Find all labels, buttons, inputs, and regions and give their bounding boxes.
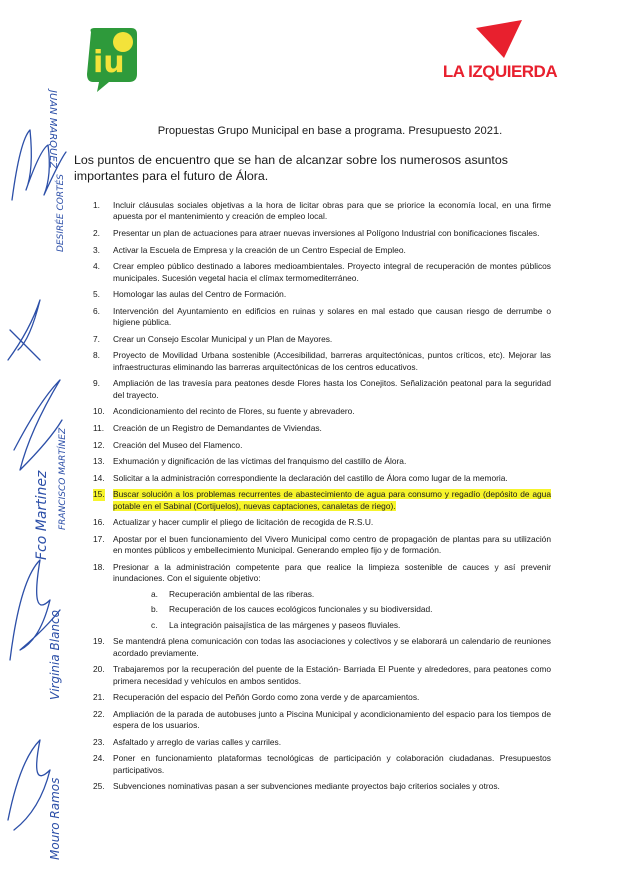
item-text: Subvenciones nominativas pasan a ser subvenciones mediante proyectos bajo criterios sociales y otros. — [113, 781, 500, 792]
list-item — [93, 709, 551, 732]
item-text: Se mantendrá plena comunicación con todas las asociaciones y colectivos y se elaborará un calendario de reuniones acordado previamente. — [113, 636, 551, 658]
item-number: 16. — [93, 517, 105, 528]
sub-item — [113, 604, 551, 615]
list-item — [93, 473, 551, 484]
item-number: 11. — [93, 422, 105, 433]
item-number: 1. — [93, 200, 100, 210]
item-number: 2. — [93, 228, 100, 238]
item-number: 24. — [93, 753, 105, 764]
item-number: 17. — [93, 533, 105, 544]
item-text: Poner en funcionamiento plataformas tecnológicas de participación y colaboración ciudadanas. Presupuestos participativos. — [113, 753, 551, 775]
item-number: 9. — [93, 378, 100, 389]
list-item — [93, 261, 551, 284]
document-title: Propuestas Grupo Municipal en base a programa. Presupuesto 2021. — [157, 125, 503, 137]
list-item — [93, 228, 551, 239]
item-text: Incluir cláusulas sociales objetivas a la hora de licitar obras para que se priorice la economía local, en una firme apuesta por el mantenimiento y creación de empleo local. — [113, 200, 551, 222]
item-text: Actualizar y hacer cumplir el pliego de licitación de recogida de R.S.U. — [113, 517, 374, 528]
item-text: Apostar por el buen funcionamiento del Vivero Municipal como centro de propagación de plantas para su utilización en montes públicos y embellecimiento Municipal. Generando empleo fijo y de formación. — [113, 533, 551, 556]
item-number: 18. — [93, 561, 105, 572]
proposal-list — [93, 200, 551, 798]
list-item — [93, 692, 551, 703]
item-number: 12. — [93, 439, 105, 450]
item-text: Recuperación del espacio del Peñón Gordo como zona verde y de aparcamientos. — [113, 692, 420, 703]
item-number: 22. — [93, 708, 105, 719]
item-number: 7. — [93, 333, 100, 344]
list-item — [93, 334, 551, 345]
handwritten-name-2: DESIRÉE CORTÉS — [56, 174, 66, 252]
sub-item-letter: a. — [151, 588, 158, 599]
list-item — [93, 737, 551, 748]
sub-item — [113, 589, 551, 600]
item-number: 6. — [93, 305, 100, 316]
item-text: Homologar las aulas del Centro de Formación. — [113, 289, 287, 300]
signature-scribble-3 — [14, 380, 62, 470]
item-text: Buscar solución a los problemas recurrentes de abastecimiento de agua para consumo y regadío (depósito de agua potable en el Sabinal (Cortijuelos), nuevas captaciones, canaletas de riego). — [113, 489, 551, 511]
item-number: 15. — [93, 489, 105, 500]
item-text: Ampliación de la parada de autobuses junto a Piscina Municipal y acondicionamiento del espacio para los tiempos de espera de los usuarios. — [113, 708, 551, 731]
list-item — [93, 289, 551, 300]
list-item — [93, 636, 551, 659]
list-item — [93, 423, 551, 434]
item-number: 8. — [93, 350, 100, 361]
item-number: 14. — [93, 472, 105, 483]
list-item — [93, 456, 551, 467]
iu-logo — [83, 26, 139, 94]
item-text: Acondicionamiento del recinto de Flores, su fuente y abrevadero. — [113, 406, 355, 417]
list-item — [93, 306, 551, 329]
sub-item-text: La integración paisajística de las márgenes y paseos fluviales. — [169, 619, 401, 630]
list-item — [93, 517, 551, 528]
handwritten-name-3: FRANCISCO MARTÍNEZ — [58, 427, 68, 530]
handwritten-name-6: Mouro Ramos — [48, 777, 62, 860]
item-number: 19. — [93, 636, 105, 647]
la-izquierda-wordmark: LA IZQUIERDA — [442, 62, 558, 81]
list-item — [93, 200, 551, 223]
sub-item-letter: c. — [151, 619, 158, 630]
list-item — [93, 378, 551, 401]
signature-scribble-5 — [8, 740, 50, 830]
item-text: Creación del Museo del Flamenco. — [113, 439, 243, 450]
item-number: 21. — [93, 692, 105, 703]
item-number: 3. — [93, 244, 100, 255]
list-item — [93, 245, 551, 256]
item-text: Creación de un Registro de Demandantes de Viviendas. — [113, 422, 322, 433]
signature-scribble-2 — [8, 300, 40, 360]
item-number: 5. — [93, 289, 100, 300]
item-number: 23. — [93, 736, 105, 747]
item-number: 20. — [93, 664, 105, 675]
list-item — [93, 534, 551, 557]
item-text: Crear un Consejo Escolar Municipal y un Plan de Mayores. — [113, 333, 333, 344]
la-izquierda-logo — [440, 20, 560, 92]
sub-item-text: Recuperación de los cauces ecológicos funcionales y su biodiversidad. — [169, 604, 433, 615]
item-text: Activar la Escuela de Empresa y la creación de un Centro Especial de Empleo. — [113, 244, 406, 255]
item-number: 10. — [93, 406, 105, 417]
list-item — [93, 664, 551, 687]
list-item — [93, 350, 551, 373]
item-text: Crear empleo público destinado a labores medioambientales. Proyecto integral de recuperación de montes públicos municipales. Sucesión vegetal hacia el clímax termomediterráneo. — [113, 261, 551, 283]
handwritten-name-1: JUAN MARQUEZ — [47, 90, 58, 169]
list-item — [93, 440, 551, 451]
document-intro: Los puntos de encuentro que se han de alcanzar sobre los numerosos asuntos importantes para el futuro de Álora. — [74, 153, 508, 183]
item-text: Asfaltado y arreglo de varias calles y carriles. — [113, 736, 282, 747]
item-number: 13. — [93, 456, 105, 467]
item-text: Exhumación y dignificación de las víctimas del franquismo del castillo de Álora. — [113, 456, 407, 467]
item-number: 25. — [93, 781, 105, 792]
list-item — [93, 753, 551, 776]
list-item — [93, 562, 551, 631]
sub-item-letter: b. — [151, 604, 158, 615]
list-item — [93, 489, 551, 512]
item-text: Solicitar a la administración correspondiente la declaración del castillo de Álora como lugar de la memoria. — [113, 472, 508, 483]
sub-item — [113, 620, 551, 631]
item-text: Proyecto de Movilidad Urbana sostenible (Accesibilidad, barreras arquitectónicas, puntos críticos, etc). Mejorar las infraestructuras eliminando las barreras arquitectónicas de los centros educativos. — [113, 350, 551, 372]
item-number: 4. — [93, 261, 100, 272]
item-text: Presentar un plan de actuaciones para atraer nuevas inversiones al Polígono Industrial con bonificaciones fiscales. — [113, 228, 540, 238]
iu-logo-text: iu — [93, 45, 125, 80]
item-text: Ampliación de las travesía para peatones desde Flores hasta los Conejitos. Señalización peatonal para la seguridad del trayecto. — [113, 378, 551, 400]
item-text: Presionar a la administración competente para que realice la limpieza sostenible de cauces y así prevenir inundaciones. Con el siguiente objetivo: — [113, 561, 551, 584]
list-item — [93, 406, 551, 417]
item-text: Trabajaremos por la recuperación del puente de la Estación- Barriada El Puente y alrededores, para peatones como primera necesidad y vehículos en ambos sentidos. — [113, 664, 551, 686]
list-item — [93, 781, 551, 792]
handwritten-name-4: Fco Martinez — [34, 470, 50, 560]
item-text: Intervención del Ayuntamiento en edificios en ruinas y solares en mal estado que causan riesgo de derrumbe o higiene pública. — [113, 305, 551, 328]
sub-item-text: Recuperación ambiental de las riberas. — [169, 588, 315, 599]
handwritten-name-5: Virginia Blanco — [48, 610, 62, 700]
